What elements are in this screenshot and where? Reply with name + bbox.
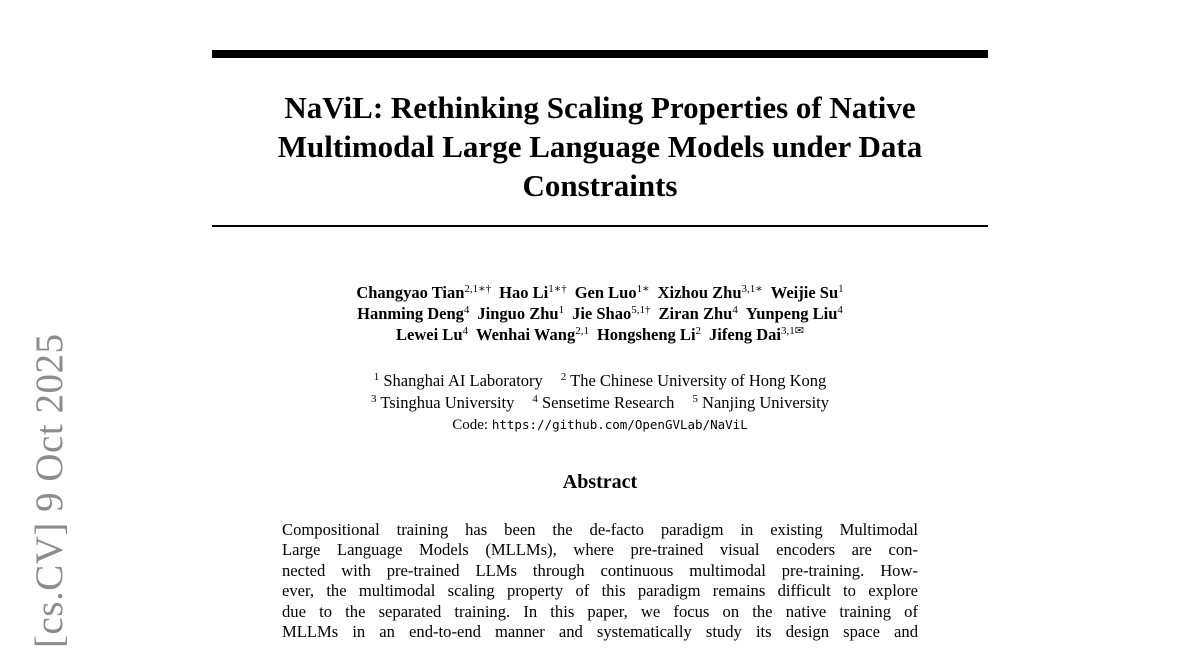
author-list: [212, 282, 988, 345]
author-name: Weijie Su: [770, 283, 839, 302]
author-name: Hongsheng Li: [596, 325, 696, 344]
author: [658, 304, 737, 323]
abstract-line: ever, the multimodal scaling property of this paradigm remains difficult to explore: [282, 581, 918, 601]
author-affiliation-mark: 3,1∗: [741, 283, 763, 295]
code-label: Code:: [452, 417, 489, 433]
title-line: Multimodal Large Language Models under Data: [277, 129, 923, 164]
code-link[interactable]: https://github.com/OpenGVLab/NaViL: [491, 417, 748, 432]
author-line: [212, 324, 988, 345]
abstract-line: nected with pre-trained LLMs through continuous multimodal pre-training. How-: [282, 560, 918, 580]
affiliation-name: The Chinese University of Hong Kong: [570, 371, 827, 390]
author: [477, 304, 564, 323]
author: [357, 304, 469, 323]
author: [356, 283, 491, 302]
author-name: Gen Luo: [574, 283, 637, 302]
code-line: [212, 414, 988, 436]
author-affiliation-mark: 2,1∗†: [464, 283, 492, 295]
author: [575, 283, 650, 302]
title-line: NaViL: Rethinking Scaling Properties of Native: [284, 90, 916, 125]
author-affiliation-mark: 1: [838, 283, 844, 295]
affiliation: [532, 393, 674, 412]
affiliation-list: [212, 370, 988, 414]
author-line: [212, 303, 988, 324]
affiliation: [374, 371, 543, 390]
author-affiliation-mark: 4: [837, 304, 843, 316]
affiliation: [561, 371, 827, 390]
author-name: Jifeng Dai: [709, 325, 781, 344]
author-affiliation-mark: 1∗: [636, 283, 650, 295]
author-affiliation-mark: 5,1†: [631, 304, 651, 316]
abstract-line: due to the separated training. In this paper, we focus on the native training of: [282, 601, 918, 621]
abstract-line: Compositional training has been the de-facto paradigm in existing Multimodal: [282, 520, 918, 539]
author: [572, 304, 650, 323]
title-bottom-rule: [212, 225, 988, 227]
arxiv-identifier-stamp: [cs.CV] 9 Oct 2025: [28, 333, 71, 648]
author: [499, 283, 567, 302]
affiliation-name: Shanghai AI Laboratory: [383, 371, 543, 390]
author-name: Jie Shao: [572, 304, 632, 323]
affiliation-name: Sensetime Research: [542, 393, 675, 412]
affiliation-number: 2: [560, 371, 567, 383]
author: [658, 283, 763, 302]
paper-title: [212, 88, 988, 205]
author-name: Changyao Tian: [356, 283, 465, 302]
author: [709, 325, 804, 344]
author-name: Jinguo Zhu: [477, 304, 559, 323]
author: [746, 304, 843, 323]
author-affiliation-mark: 1: [558, 304, 565, 316]
author: [476, 325, 589, 344]
abstract-heading: Abstract: [562, 471, 638, 493]
author-name: Wenhai Wang: [476, 325, 576, 344]
author-name: Ziran Zhu: [658, 304, 733, 323]
title-line: Constraints: [522, 168, 678, 203]
affiliation-line: [212, 370, 988, 392]
affiliation-number: 1: [373, 371, 380, 383]
author-affiliation-mark: 3,1✉: [781, 325, 804, 337]
author: [597, 325, 701, 344]
affiliation-number: 4: [532, 393, 538, 405]
affiliation-line: [212, 392, 988, 414]
affiliation-name: Nanjing University: [702, 393, 829, 412]
author-affiliation-mark: 4: [732, 304, 738, 316]
abstract-line: Large Language Models (MLLMs), where pre-trained visual encoders are con-: [282, 540, 918, 560]
author-name: Hanming Deng: [357, 304, 464, 323]
affiliation-block: [212, 370, 988, 436]
affiliation-number: 5: [692, 393, 698, 405]
abstract-body: [282, 520, 918, 642]
author-affiliation-mark: 1∗†: [548, 283, 567, 295]
author: [396, 325, 468, 344]
affiliation-name: Tsinghua University: [380, 393, 515, 412]
author-name: Hao Li: [499, 283, 549, 302]
author-affiliation-mark: 4: [462, 325, 468, 337]
author-affiliation-mark: 2,1: [575, 325, 589, 337]
author-name: Yunpeng Liu: [745, 304, 838, 323]
author-affiliation-mark: 4: [463, 304, 470, 316]
author: [771, 283, 844, 302]
author-name: Lewei Lu: [396, 325, 463, 344]
affiliation: [371, 393, 514, 412]
affiliation-number: 3: [371, 393, 377, 405]
title-top-rule: [212, 50, 988, 58]
affiliation: [692, 393, 829, 412]
author-name: Xizhou Zhu: [657, 283, 742, 302]
abstract-line: MLLMs in an end-to-end manner and systematically study its design space and: [282, 621, 918, 641]
author-affiliation-mark: 2: [695, 325, 702, 337]
author-line: [212, 282, 988, 303]
